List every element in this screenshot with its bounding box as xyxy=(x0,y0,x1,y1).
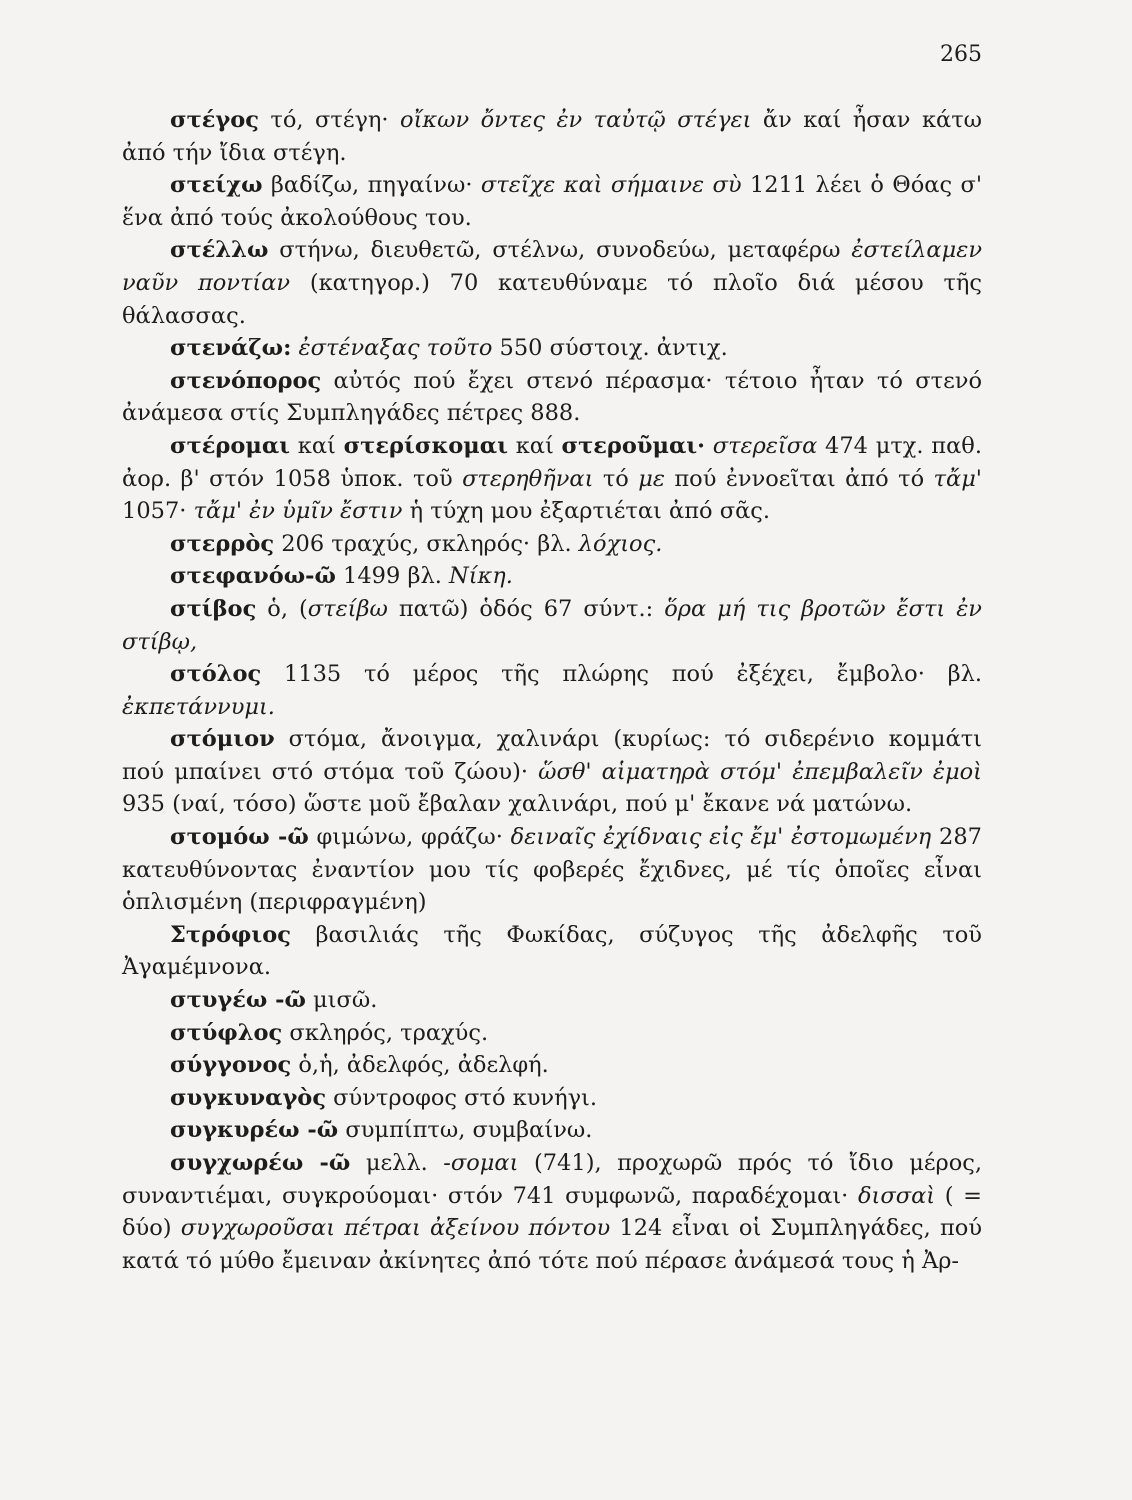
glossary-entry xyxy=(122,528,982,561)
glossary-entry xyxy=(122,1147,982,1277)
entry-quotation: ἐκπετάννυμι. xyxy=(122,693,275,720)
entry-text: φιμώνω, φράζω· xyxy=(308,824,511,851)
entry-text: στήνω, διευθετῶ, στέλνω, συνοδεύω, μεταφέρω xyxy=(268,237,852,264)
entry-text: καί xyxy=(507,432,562,459)
entry-quotation: οἴκων ὄντες ἐν ταὐτῷ στέγει xyxy=(400,107,752,133)
entry-quotation: ἐστείλαμεν ναῦν ποντίαν xyxy=(122,237,982,296)
glossary-entry xyxy=(122,1082,982,1115)
entry-text: (κατηγορ.) 70 κατευθύναμε τό πλοῖο διά μέσου τῆς θάλασσας. xyxy=(122,269,982,329)
entry-text: πού ἐννοεῖται ἀπό τό xyxy=(664,465,934,492)
entry-quotation: Νίκη. xyxy=(449,563,513,590)
entry-quotation: στερεῖσα xyxy=(712,432,818,459)
entry-text: μισῶ. xyxy=(305,987,378,1014)
entry-text: στόμα, ἄνοιγμα, χαλινάρι (κυρίως: τό σιδερένιο κομμάτι πού μπαίνει στό στόμα τοῦ ζώου)· xyxy=(122,726,982,785)
entry-lemma: συγχωρέω -ῶ xyxy=(170,1150,351,1176)
entry-quotation: με xyxy=(638,465,665,492)
glossary-entry xyxy=(122,593,982,658)
entry-quotation: ὥσθ' αἱματηρὰ στόμ' ἐπεμβαλεῖν ἐμοὶ xyxy=(538,758,982,785)
glossary-entry xyxy=(122,723,982,821)
entry-quotation: στερηθῆναι xyxy=(462,465,594,492)
entry-text: ( = δύο) xyxy=(122,1182,983,1242)
glossary-entry xyxy=(122,560,982,593)
entry-text: μελλ. xyxy=(350,1150,444,1176)
entry-quotation: δισσαὶ xyxy=(857,1182,936,1209)
entry-text: συμπίπτω, συμβαίνω. xyxy=(338,1117,593,1144)
entry-text: ἡ τύχη μου ἐξαρτιέται ἀπό σᾶς. xyxy=(402,498,771,525)
entry-quotation: δειναῖς ἐχίδναις εἰς ἔμ' ἐστομωμένη xyxy=(510,824,932,851)
entry-text xyxy=(705,433,713,459)
entry-lemma: στενάζω: xyxy=(170,335,292,362)
entry-text: 935 (ναί, τόσο) ὥστε μοῦ ἔβαλαν χαλινάρι, πού μ' ἔκανε νά ματώνω. xyxy=(122,791,913,818)
entry-lemma: στέγος xyxy=(170,107,259,133)
entry-text: 124 εἶναι οἱ Συμπληγάδες, πού κατά τό μύθο ἔμειναν ἀκίνητες ἀπό τότε πού πέρασε ἀνάμεσά τους ἡ Ἀρ- xyxy=(122,1215,983,1274)
page-number: 265 xyxy=(940,42,982,67)
glossary-entry xyxy=(122,821,982,919)
entry-text: ἄν καί ἦσαν κάτω ἀπό τήν ἴδια στέγη. xyxy=(122,107,982,166)
entry-lemma: Στρόφιος xyxy=(170,921,291,948)
entry-text: βαδίζω, πηγαίνω· xyxy=(262,172,481,199)
entry-text: 1211 λέει ὁ Θόας σ' ἕνα ἀπό τούς ἀκολούθους του. xyxy=(122,172,983,231)
entry-lemma: στύφλος xyxy=(170,1019,283,1046)
glossary-entry xyxy=(122,919,982,984)
entry-text: (741), προχωρῶ πρός τό ἴδιο μέρος, συναντιέμαι, συγκρούομαι· στόν 741 συμφωνῶ, παραδέχομαι· xyxy=(122,1150,983,1209)
entry-text: αὐτός πού ἔχει στενό πέρασμα· τέτοιο ἦταν τό στενό ἀνάμεσα στίς Συμπληγάδες πέτρες 888. xyxy=(122,367,982,427)
entry-text: βασιλιάς τῆς Φωκίδας, σύζυγος τῆς ἀδελφῆς τοῦ Ἀγαμέμνονα. xyxy=(122,921,982,981)
entry-text: 287 κατευθύνοντας ἐναντίον μου τίς φοβερές ἔχιδνες, μέ τίς ὁποῖες εἶναι ὁπλισμένη (περιφραγμένη) xyxy=(122,824,982,916)
entry-text: καί xyxy=(290,432,344,459)
entry-text: 1057· xyxy=(122,498,194,525)
entry-lemma: στόμιον xyxy=(170,726,275,753)
entry-quotation: τἄμ' xyxy=(933,465,982,492)
glossary-entry xyxy=(122,365,982,430)
entry-lemma: στίβος xyxy=(170,595,257,622)
entry-text: τό xyxy=(593,465,639,492)
entry-text: σύντροφος στό κυνήγι. xyxy=(326,1084,597,1111)
entry-lemma: στομόω -ῶ xyxy=(170,824,309,851)
entry-lemma: στέλλω xyxy=(170,237,269,264)
glossary-entry xyxy=(122,1017,982,1050)
entry-text: σκληρός, τραχύς. xyxy=(282,1019,489,1046)
glossary-entry xyxy=(122,332,982,365)
entry-lemma: στείχω xyxy=(170,172,263,199)
entry-quotation: τἄμ' ἐν ὑμῖν ἔστιν xyxy=(193,498,403,525)
entry-quotation: λόχιος. xyxy=(578,530,663,557)
entry-text: ὁ,ἡ, ἀδελφός, ἀδελφή. xyxy=(291,1052,549,1079)
entry-lemma: σύγγονος xyxy=(170,1052,292,1079)
glossary-entry xyxy=(122,984,982,1017)
entry-lemma: συγκυρέω -ῶ xyxy=(170,1117,339,1144)
glossary-entry xyxy=(122,1049,982,1082)
entry-text: 1135 τό μέρος τῆς πλώρης πού ἐξέχει, ἔμβολο· βλ. xyxy=(261,661,982,688)
entry-quotation: συγχωροῦσαι πέτραι ἀξείνου πόντου xyxy=(180,1215,611,1242)
entry-lemma: στερίσκομαι xyxy=(343,432,508,459)
entry-quotation: ἐστέναξας τοῦτο xyxy=(298,335,493,362)
entry-text: ὁ, ( xyxy=(256,595,308,622)
entry-quotation: στείβω xyxy=(307,595,388,622)
glossary-entry xyxy=(122,234,982,332)
entry-lemma: στενόπορος xyxy=(170,367,322,394)
glossary-entry xyxy=(122,169,982,234)
entry-text xyxy=(291,335,298,361)
entry-text: πατῶ) ὁδός 67 σύντ.: xyxy=(387,595,665,622)
glossary-entry xyxy=(122,658,982,723)
entry-lemma: στόλος xyxy=(170,661,262,688)
entry-quotation: -σομαι xyxy=(443,1150,519,1176)
entry-text: 1499 βλ. xyxy=(335,563,450,590)
entry-lemma: στερρὸς xyxy=(170,530,275,557)
entry-text: τό, στέγη· xyxy=(258,107,401,133)
entry-text: 550 σύστοιχ. ἀντιχ. xyxy=(492,335,728,362)
entry-lemma: στεφανόω-ῶ xyxy=(170,563,336,590)
entry-text: 474 μτχ. παθ. ἀορ. β' στόν 1058 ὑποκ. τοῦ xyxy=(122,432,982,492)
glossary-entry xyxy=(122,1114,982,1147)
entry-quotation: στεῖχε καὶ σήμαινε σὺ xyxy=(480,172,742,199)
entry-lemma: στέρομαι xyxy=(170,432,291,459)
entry-lemma: συγκυναγὸς xyxy=(170,1084,327,1111)
glossary-text xyxy=(122,104,982,1277)
entry-lemma: στυγέω -ῶ xyxy=(170,987,306,1014)
entry-quotation: ὅρα μή τις βροτῶν ἔστι ἐν στίβῳ, xyxy=(122,595,982,655)
glossary-entry xyxy=(122,430,982,528)
entry-text: 206 τραχύς, σκληρός· βλ. xyxy=(274,530,579,557)
glossary-entry xyxy=(122,104,982,169)
entry-lemma: στεροῦμαι· xyxy=(561,432,706,459)
